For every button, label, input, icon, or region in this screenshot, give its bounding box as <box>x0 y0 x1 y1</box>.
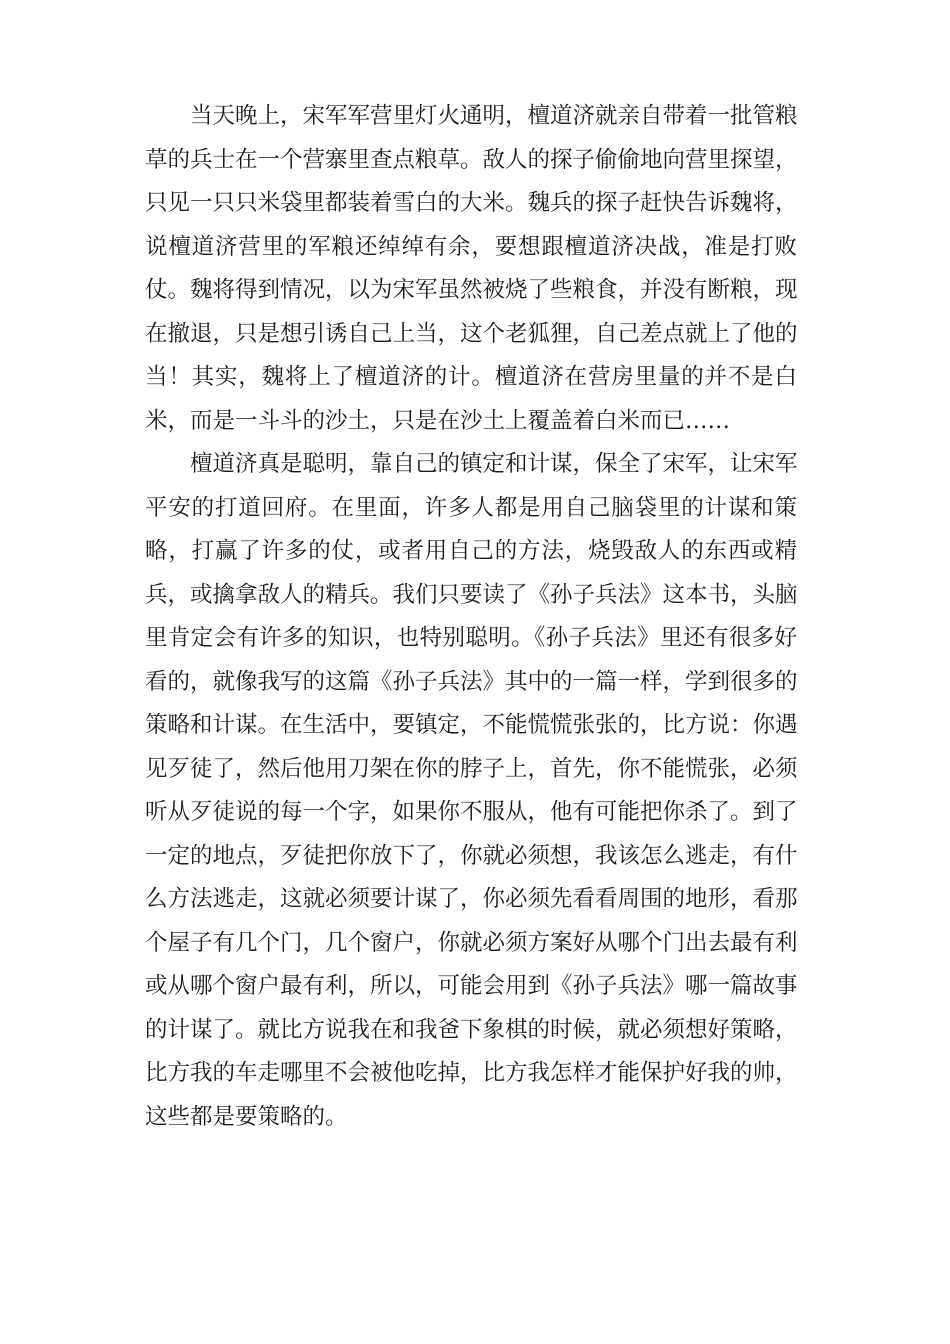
text-line: 草的兵士在一个营寨里查点粮草。敌人的探子偷偷地向营里探望， <box>145 146 798 173</box>
text-line: 策略和计谋。在生活中，要镇定，不能慌慌张张的，比方说：你遇 <box>145 712 798 738</box>
text-line: 兵，或擒拿敌人的精兵。我们只要读了《孙子兵法》这本书，头脑 <box>145 581 798 608</box>
text-line: 个屋子有几个门，几个窗户，你就必须方案好从哪个门出去最有利 <box>145 929 798 956</box>
document-body <box>145 95 797 1139</box>
text-line: 听从歹徒说的每一个字，如果你不服从，他有可能把你杀了。到了 <box>145 799 798 825</box>
text-line: 这些都是要策略的。 <box>145 1103 348 1130</box>
text-line: 仗。魏将得到情况，以为宋军虽然被烧了些粮食，并没有断粮，现 <box>145 277 798 303</box>
text-line: 的计谋了。就比方说我在和我爸下象棋的时候，就必须想好策略， <box>145 1016 798 1043</box>
paragraph-1 <box>145 95 797 443</box>
text-line: 米，而是一斗斗的沙土，只是在沙土上覆盖着白米而已…… <box>145 407 731 434</box>
text-line: 看的，就像我写的这篇《孙子兵法》其中的一篇一样，学到很多的 <box>145 668 798 695</box>
text-line: 里肯定会有许多的知识，也特别聪明。《孙子兵法》里还有很多好 <box>145 625 797 651</box>
text-line: 当天晚上，宋军军营里灯火通明，檀道济就亲自带着一批管粮 <box>190 103 798 129</box>
text-line: 说檀道济营里的军粮还绰绰有余，要想跟檀道济决战，准是打败 <box>145 233 797 260</box>
text-line: 平安的打道回府。在里面，许多人都是用自己脑袋里的计谋和策 <box>145 494 797 521</box>
text-line: 或从哪个窗户最有利，所以，可能会用到《孙子兵法》哪一篇故事 <box>145 973 798 999</box>
text-line: 么方法逃走，这就必须要计谋了，你必须先看看周围的地形，看那 <box>145 886 798 912</box>
text-line: 只见一只只米袋里都装着雪白的大米。魏兵的探子赶快告诉魏将， <box>145 190 798 216</box>
text-line: 在撤退，只是想引诱自己上当，这个老狐狸，自己差点就上了他的 <box>145 320 798 347</box>
text-line: 檀道济真是聪明，靠自己的镇定和计谋，保全了宋军，让宋军 <box>190 451 798 477</box>
text-line: 见歹徒了，然后他用刀架在你的脖子上，首先，你不能慌张，必须 <box>145 755 798 782</box>
paragraph-2 <box>145 443 797 1139</box>
text-line: 略，打赢了许多的仗，或者用自己的方法，烧毁敌人的东西或精 <box>145 538 797 564</box>
text-line: 比方我的车走哪里不会被他吃掉，比方我怎样才能保护好我的帅， <box>145 1060 798 1086</box>
text-line: 当！其实，魏将上了檀道济的计。檀道济在营房里量的并不是白 <box>145 364 797 390</box>
text-line: 一定的地点，歹徒把你放下了，你就必须想，我该怎么逃走，有什 <box>145 842 798 869</box>
